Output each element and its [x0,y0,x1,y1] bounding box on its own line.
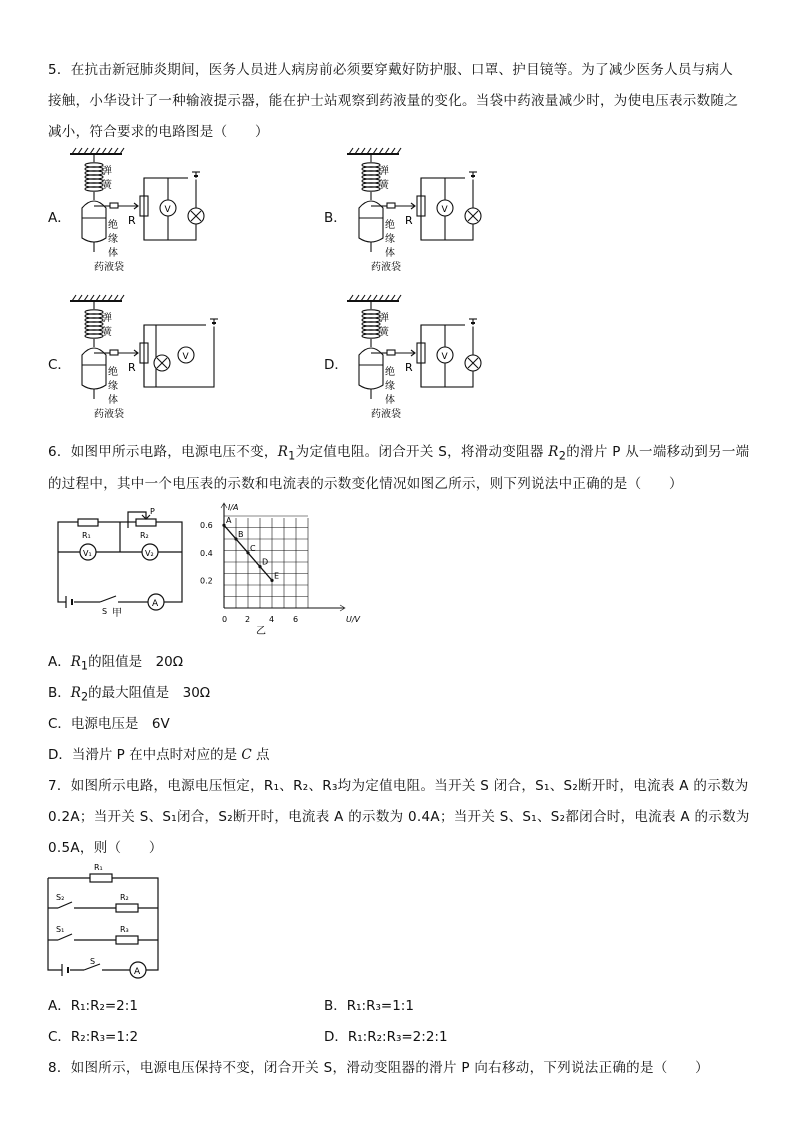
q5-a-ins-label-1: 绝 [108,220,118,231]
q7-a-label: A [134,967,141,977]
graph-y-axis-label: I/A [228,503,239,512]
graph-x-tick-0: 0 [222,615,228,624]
q5-b-ins-label-2: 缘 [385,234,395,245]
q5-b-bag-label: 药液袋 [371,262,401,273]
q7-r2-label: R₂ [120,893,129,902]
q5-d-spring-label-1: 弹 [379,313,389,324]
q5-d-ins-label-3: 体 [385,395,395,406]
q5-d-ins-label-1: 绝 [385,367,395,378]
graph-caption: 乙 [256,626,266,637]
q5-option-d-label: D． [324,357,348,373]
q6-jia-v2-label: V₂ [145,549,154,558]
q5-c-voltmeter-label: V [182,352,189,362]
q7-r3-label: R₃ [120,925,129,934]
q6-jia-s-label: S [102,607,108,616]
q5-option-b-label: B． [324,210,347,226]
q6-line-2: 的过程中，其中一个电压表的示数和电流表的示数变化情况如图乙所示，则下列说法中正确的是（ ） [48,476,683,492]
q6-jia-r2-label: R₂ [140,531,149,540]
q7-option-b: B．R₁:R₃=1:1 [324,998,414,1014]
q5-a-spring-label-1: 弹 [102,166,112,177]
q5-a-ins-label-3: 体 [108,248,118,259]
q5-c-spring-label-2: 簧 [102,327,112,338]
q5-b-r-label: R [405,214,413,227]
q5-b-ins-label-1: 绝 [385,220,395,231]
q5-b-ins-label-3: 体 [385,248,395,259]
graph-point-label-4: E [274,571,280,581]
q5-d-spring-label-2: 簧 [379,327,389,338]
q5-d-voltmeter-label: V [441,352,448,362]
q5-c-ins-label-2: 缘 [108,381,118,392]
q6-option-c: C．电源电压是 6V [48,716,170,732]
q7-option-a: A．R₁:R₂=2:1 [48,998,138,1014]
q6-circuit-jia [52,506,192,618]
q5-c-spring-label-1: 弹 [102,313,112,324]
q6-jia-p-label: P [150,507,155,516]
q5-d-ins-label-2: 缘 [385,381,395,392]
q7-line-2: 0.2A；当开关 S、S₁闭合，S₂断开时，电流表 A 的示数为 0.4A；当开关 S、S₁、S₂都闭合时，电流表 A 的示数为 [48,809,750,825]
q5-b-voltmeter-label: V [441,205,448,215]
q5-d-r-label: R [405,361,413,374]
q6-jia-r1-label: R₁ [82,531,91,540]
q5-a-bag-label: 药液袋 [94,262,124,273]
graph-x-tick-2: 4 [269,615,275,624]
q5-a-r-label: R [128,214,136,227]
graph-x-axis-label: U/V [346,615,361,624]
q5-c-ins-label-1: 绝 [108,367,118,378]
q5-option-a-label: A． [48,210,71,226]
q6-jia-a-label: A [152,599,159,609]
q7-s1-label: S₁ [56,925,65,934]
q5-a-voltmeter-label: V [164,205,171,215]
graph-x-tick-3: 6 [293,615,299,624]
q5-option-c-label: C． [48,357,71,373]
q7-r1-label: R₁ [94,863,103,872]
q7-line-3: 0.5A，则（ ） [48,840,163,856]
graph-x-tick-1: 2 [245,615,251,624]
q7-circuit [44,856,166,980]
graph-point-label-0: A [226,516,232,526]
graph-point-label-2: C [250,543,256,553]
q5-circuit-b [345,148,495,276]
graph-point-label-3: D [262,557,269,567]
q5-line-3: 减小，符合要求的电路图是（ ） [48,124,269,140]
q7-option-d: D．R₁:R₂:R₃=2:2:1 [324,1029,448,1045]
q5-circuit-c [68,295,228,423]
q5-line-2: 接触，小华设计了一种输液提示器，能在护士站观察到药液量的变化。当袋中药液量减少时，为使电压表示数随之 [48,93,738,109]
q6-jia-caption: 甲 [112,608,122,619]
q5-line-1: 5．在抗击新冠肺炎期间，医务人员进人病房前必须要穿戴好防护服、口罩、护目镜等。为了减少医务人员与病人 [48,62,734,78]
q7-line-1: 7．如图所示电路，电源电压恒定，R₁、R₂、R₃均为定值电阻。当开关 S 闭合，S₁、S₂断开时，电流表 A 的示数为 [48,778,749,794]
q5-d-bag-label: 药液袋 [371,409,401,420]
q5-a-spring-label-2: 簧 [102,180,112,191]
q5-circuit-d [345,295,495,423]
q6-line-1: 6．如图甲所示电路，电源电压不变，$R_1$为定值电阻。闭合开关 S，将滑动变阻器 $R_2$的滑片 P 从一端移动到另一端 [48,444,750,463]
q5-b-spring-label-2: 簧 [379,180,389,191]
graph-y-tick-2: 0.2 [200,576,213,586]
q5-c-ins-label-3: 体 [108,395,118,406]
q6-jia-v1-label: V₁ [83,549,92,558]
q5-a-ins-label-2: 缘 [108,234,118,245]
q7-s2-label: S₂ [56,893,65,902]
q5-c-bag-label: 药液袋 [94,409,124,420]
graph-y-tick-0: 0.6 [200,521,213,531]
q6-option-b: B．$R_2$的最大阻值是 30Ω [48,685,211,704]
q5-circuit-a [68,148,218,276]
q7-s-label: S [90,957,96,966]
graph-y-tick-1: 0.4 [200,548,213,558]
q5-c-r-label: R [128,361,136,374]
q5-b-spring-label-1: 弹 [379,166,389,177]
graph-point-label-1: B [238,530,244,539]
q6-option-d: D．当滑片 P 在中点时对应的是 C 点 [48,747,270,763]
q8-line-1: 8．如图所示，电源电压保持不变，闭合开关 S，滑动变阻器的滑片 P 向右移动，下列说法正确的是（ ） [48,1060,709,1076]
q6-graph-yi [198,500,361,637]
q7-option-c: C．R₂:R₃=1:2 [48,1029,139,1045]
q6-option-a: A．$R_1$的阻值是 20Ω [48,654,184,673]
